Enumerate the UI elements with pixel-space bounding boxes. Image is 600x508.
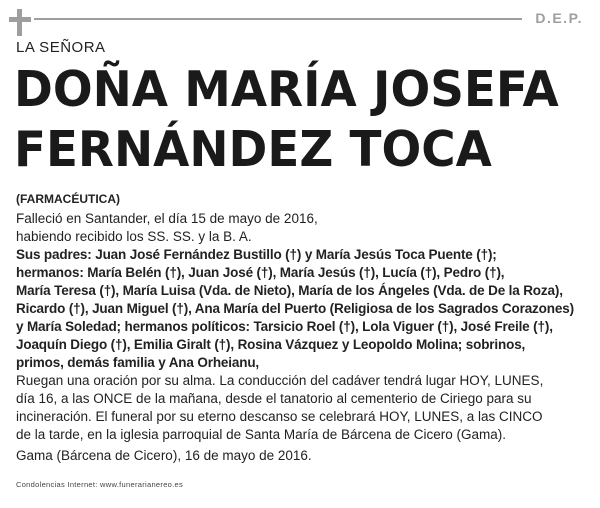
service-line: día 16, a las ONCE de la mañana, desde el tanatorio al cementerio de Ciriego para su — [16, 391, 532, 406]
family-line: Sus padres: Juan José Fernández Bustillo (†) y María Jesús Toca Puente (†); — [16, 247, 497, 262]
family-line: Ricardo (†), Juan Miguel (†), Ana María del Puerto (Religiosa de los Sagrados Corazones) — [16, 301, 574, 316]
salutation: LA SEÑORA — [16, 39, 106, 56]
cross-icon — [9, 9, 31, 36]
condolences-footer: Condolencias Internet: www.funerarianereo.es — [16, 480, 184, 489]
family-line: y María Soledad; hermanos políticos: Tarsicio Roel (†), Lola Viguer (†), José Freile (†), — [16, 319, 553, 334]
place-date: Gama (Bárcena de Cicero), 16 de mayo de 2016. — [16, 448, 312, 463]
dep-label: D.E.P. — [535, 10, 583, 26]
family-line: Joaquín Diego (†), Emilia Giralt (†), Rosina Vázquez y Leopoldo Molina; sobrinos, — [16, 337, 526, 352]
profession: (FARMACÉUTICA) — [16, 192, 120, 206]
service-line: de la tarde, en la iglesia parroquial de Santa María de Bárcena de Cicero (Gama). — [16, 427, 507, 442]
family-line: primos, demás familia y Ana Orheianu, — [16, 355, 260, 370]
notice-body — [16, 210, 592, 465]
service-line: incineración. El funeral por su eterno descanso se celebrará HOY, LUNES, a las CINCO — [16, 409, 543, 424]
name-line-2: FERNÁNDEZ TOCA — [14, 121, 492, 178]
service-line: Ruegan una oración por su alma. La conducción del cadáver tendrá lugar HOY, LUNES, — [16, 373, 544, 388]
death-line: habiendo recibido los SS. SS. y la B. A. — [16, 229, 252, 244]
name-line-1: DOÑA MARÍA JOSEFA — [14, 61, 559, 118]
header-rule — [34, 18, 522, 20]
deceased-name — [14, 60, 559, 180]
family-line: hermanos: María Belén (†), Juan José (†), María Jesús (†), Lucía (†), Pedro (†), — [16, 265, 505, 280]
death-line: Falleció en Santander, el día 15 de mayo de 2016, — [16, 211, 318, 226]
family-line: María Teresa (†), María Luisa (Vda. de Nieto), María de los Ángeles (Vda. de De la Roza), — [16, 283, 563, 298]
